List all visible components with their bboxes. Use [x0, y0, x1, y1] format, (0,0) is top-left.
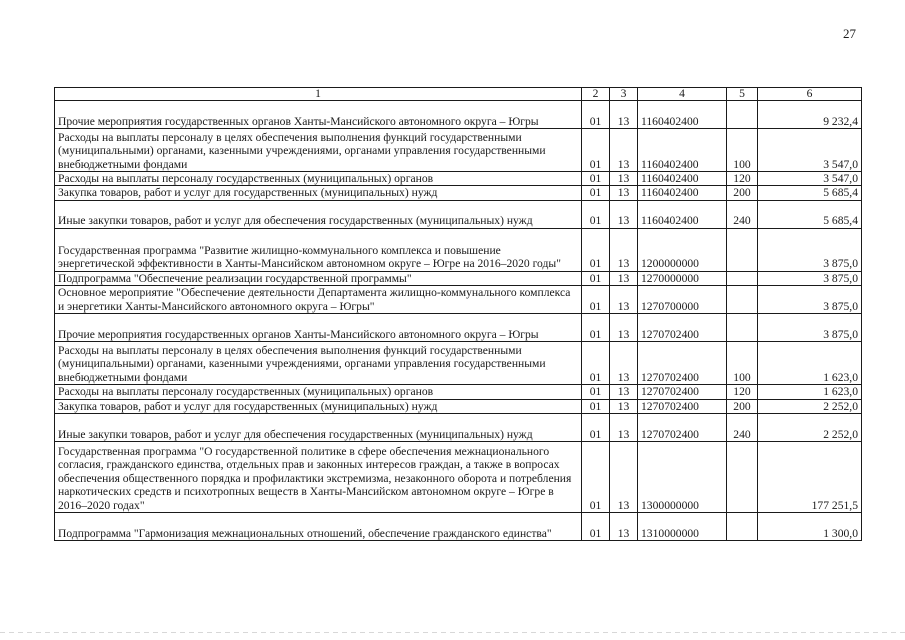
cell-expense-type: 120 [727, 172, 758, 186]
table-row [55, 286, 862, 314]
cell-expense-type [727, 228, 758, 271]
cell-section: 01 [582, 399, 610, 413]
cell-name: Иные закупки товаров, работ и услуг для обеспечения государственных (муниципальных) нужд [55, 200, 582, 228]
cell-expense-type [727, 101, 758, 129]
cell-amount: 5 685,4 [758, 186, 862, 200]
table-row [55, 186, 862, 200]
cell-subsection: 13 [610, 186, 638, 200]
cell-expense-type: 240 [727, 200, 758, 228]
cell-name: Иные закупки товаров, работ и услуг для обеспечения государственных (муниципальных) нужд [55, 414, 582, 442]
table-row [55, 342, 862, 385]
cell-subsection: 13 [610, 101, 638, 129]
cell-name: Расходы на выплаты персоналу в целях обеспечения выполнения функций государственными (муниципальными) органами, казенными учреждениями, органами управления государственными внебюджетными фондами [55, 129, 582, 172]
cell-expense-type [727, 442, 758, 513]
col-header-name: 1 [55, 88, 582, 101]
cell-target-article: 1270702400 [638, 399, 727, 413]
table-row [55, 399, 862, 413]
cell-target-article: 1310000000 [638, 513, 727, 541]
cell-expense-type [727, 314, 758, 342]
cell-amount: 1 623,0 [758, 385, 862, 399]
cell-section: 01 [582, 172, 610, 186]
cell-subsection: 13 [610, 129, 638, 172]
cell-target-article: 1200000000 [638, 228, 727, 271]
cell-section: 01 [582, 228, 610, 271]
cell-section: 01 [582, 286, 610, 314]
cell-target-article: 1160402400 [638, 172, 727, 186]
cell-subsection: 13 [610, 286, 638, 314]
table-row [55, 442, 862, 513]
cell-subsection: 13 [610, 172, 638, 186]
cell-subsection: 13 [610, 228, 638, 271]
cell-subsection: 13 [610, 513, 638, 541]
cell-amount: 2 252,0 [758, 399, 862, 413]
header-row [55, 88, 862, 101]
cell-name: Прочие мероприятия государственных органов Ханты-Мансийского автономного округа – Югры [55, 314, 582, 342]
cell-subsection: 13 [610, 442, 638, 513]
cell-name: Прочие мероприятия государственных органов Ханты-Мансийского автономного округа – Югры [55, 101, 582, 129]
cell-section: 01 [582, 129, 610, 172]
cell-amount: 3 547,0 [758, 172, 862, 186]
table-row [55, 414, 862, 442]
cell-amount: 3 875,0 [758, 271, 862, 285]
cell-amount: 3 875,0 [758, 286, 862, 314]
col-header-section: 2 [582, 88, 610, 101]
cell-section: 01 [582, 200, 610, 228]
page-number: 27 [843, 26, 856, 41]
cell-target-article: 1270702400 [638, 314, 727, 342]
table-row [55, 200, 862, 228]
cell-name: Основное мероприятие "Обеспечение деятельности Департамента жилищно-коммунального комплекса и энергетики Ханты-Мансийского автономного округа – Югры" [55, 286, 582, 314]
cell-amount: 9 232,4 [758, 101, 862, 129]
cell-expense-type [727, 286, 758, 314]
cell-target-article: 1160402400 [638, 200, 727, 228]
cell-subsection: 13 [610, 271, 638, 285]
cell-target-article: 1270700000 [638, 286, 727, 314]
cell-amount: 1 300,0 [758, 513, 862, 541]
cell-name: Государственная программа "Развитие жилищно-коммунального комплекса и повышение энергетической эффективности в Ханты-Мансийском автономном округе – Югре на 2016–2020 годы" [55, 228, 582, 271]
cell-subsection: 13 [610, 385, 638, 399]
cell-subsection: 13 [610, 414, 638, 442]
table-row [55, 385, 862, 399]
cell-expense-type [727, 513, 758, 541]
table-row [55, 129, 862, 172]
cell-name: Подпрограмма "Гармонизация межнациональных отношений, обеспечение гражданского единства" [55, 513, 582, 541]
cell-name: Расходы на выплаты персоналу в целях обеспечения выполнения функций государственными (муниципальными) органами, казенными учреждениями, органами управления государственными внебюджетными фондами [55, 342, 582, 385]
cell-expense-type: 100 [727, 342, 758, 385]
cell-target-article: 1270702400 [638, 342, 727, 385]
cell-target-article: 1270702400 [638, 385, 727, 399]
cell-section: 01 [582, 414, 610, 442]
cell-subsection: 13 [610, 399, 638, 413]
cell-amount: 5 685,4 [758, 200, 862, 228]
col-header-amount: 6 [758, 88, 862, 101]
table-row [55, 228, 862, 271]
cell-amount: 2 252,0 [758, 414, 862, 442]
table-row [55, 513, 862, 541]
cell-section: 01 [582, 271, 610, 285]
cell-target-article: 1160402400 [638, 186, 727, 200]
cell-target-article: 1300000000 [638, 442, 727, 513]
cell-target-article: 1160402400 [638, 129, 727, 172]
cell-subsection: 13 [610, 200, 638, 228]
table-row [55, 101, 862, 129]
cell-section: 01 [582, 101, 610, 129]
cell-expense-type [727, 271, 758, 285]
col-header-target-article: 4 [638, 88, 727, 101]
cell-expense-type: 100 [727, 129, 758, 172]
table-row [55, 314, 862, 342]
cell-name: Подпрограмма "Обеспечение реализации государственной программы" [55, 271, 582, 285]
scan-edge-line [0, 632, 905, 633]
cell-name: Расходы на выплаты персоналу государственных (муниципальных) органов [55, 172, 582, 186]
cell-target-article: 1270000000 [638, 271, 727, 285]
cell-subsection: 13 [610, 342, 638, 385]
cell-name: Государственная программа "О государственной политике в сфере обеспечения межнационального согласия, гражданского единства, отдельных прав и законных интересов граждан, а также в вопросах обеспечения общественного порядка и профилактики экстремизма, незаконного оборота и потребления наркотических средств и психотропных веществ в Ханты-Мансийском автономном округе – Югре в 2016–2020 годах" [55, 442, 582, 513]
col-header-expense-type: 5 [727, 88, 758, 101]
cell-expense-type: 200 [727, 186, 758, 200]
budget-table [54, 87, 862, 541]
cell-expense-type: 120 [727, 385, 758, 399]
cell-name: Закупка товаров, работ и услуг для государственных (муниципальных) нужд [55, 186, 582, 200]
cell-amount: 3 875,0 [758, 314, 862, 342]
col-header-subsection: 3 [610, 88, 638, 101]
cell-expense-type: 200 [727, 399, 758, 413]
cell-expense-type: 240 [727, 414, 758, 442]
cell-section: 01 [582, 385, 610, 399]
cell-target-article: 1160402400 [638, 101, 727, 129]
cell-target-article: 1270702400 [638, 414, 727, 442]
table-row [55, 172, 862, 186]
cell-amount: 3 547,0 [758, 129, 862, 172]
cell-amount: 1 623,0 [758, 342, 862, 385]
cell-section: 01 [582, 513, 610, 541]
cell-section: 01 [582, 342, 610, 385]
cell-amount: 3 875,0 [758, 228, 862, 271]
cell-subsection: 13 [610, 314, 638, 342]
cell-section: 01 [582, 442, 610, 513]
cell-section: 01 [582, 186, 610, 200]
cell-amount: 177 251,5 [758, 442, 862, 513]
cell-name: Закупка товаров, работ и услуг для государственных (муниципальных) нужд [55, 399, 582, 413]
table-row [55, 271, 862, 285]
cell-name: Расходы на выплаты персоналу государственных (муниципальных) органов [55, 385, 582, 399]
cell-section: 01 [582, 314, 610, 342]
